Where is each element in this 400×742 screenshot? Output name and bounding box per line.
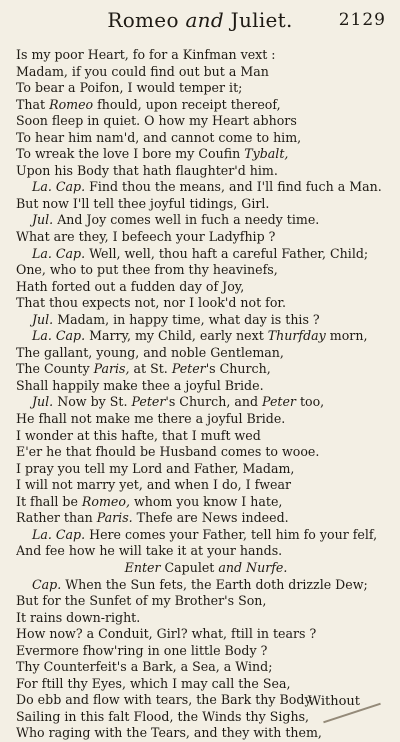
text-line [16, 47, 396, 64]
italic-segment: Peter [131, 394, 166, 410]
text-segment: Do ebb and flow with tears, the Bark thy Body [16, 692, 312, 708]
italic-segment: Thurfday [267, 328, 326, 344]
text-line [16, 477, 396, 494]
italic-segment: Cap. [32, 576, 62, 592]
running-header [0, 6, 400, 36]
text-segment: 's Church, [205, 361, 271, 377]
italic-segment: Enter [124, 559, 161, 575]
text-segment: Hath forted out a fudden day of Joy, [16, 278, 245, 294]
italic-segment: Paris. [96, 510, 133, 526]
text-segment: When the Sun fets, the Earth doth drizzle Dew; [61, 576, 368, 592]
text-line [16, 577, 396, 594]
text-line [16, 64, 396, 81]
catchword: Without [307, 694, 360, 709]
italic-segment: La. Cap. [32, 179, 86, 195]
text-segment: Well, well, thou haft a careful Father, Child; [85, 245, 369, 261]
text-line [16, 560, 396, 577]
text-segment: Who raging with the Tears, and they with them, [16, 725, 322, 741]
text-line [16, 80, 396, 97]
text-segment: That thou expects not, nor I look'd not for. [16, 295, 287, 311]
text-segment: at St. [129, 361, 172, 377]
text-segment: Thefe are News indeed. [132, 510, 289, 526]
text-line [16, 725, 396, 742]
text-segment: Shall happily make thee a joyful Bride. [16, 377, 264, 393]
text-segment: And fee how he will take it at your hands. [16, 543, 283, 559]
text-segment: That [16, 96, 50, 112]
italic-segment: Tybalt, [244, 146, 289, 162]
italic-segment: Jul. [32, 212, 54, 228]
italic-segment: Romeo, [81, 493, 130, 509]
italic-segment: La. Cap. [32, 526, 86, 542]
text-line [16, 527, 396, 544]
text-segment: But for the Sunfet of my Brother's Son, [16, 593, 267, 609]
text-segment: Now by St. [53, 394, 132, 410]
italic-segment: Romeo [49, 96, 94, 112]
text-segment: The gallant, young, and noble Gentleman, [16, 344, 284, 360]
text-segment: I wonder at this hafte, that I muft wed [16, 427, 261, 443]
text-line [16, 461, 396, 478]
text-segment: E'er he that fhould be Husband comes to wooe. [16, 444, 320, 460]
italic-segment: La. Cap. [32, 328, 86, 344]
text-segment: Capulet [160, 559, 219, 575]
text-line [16, 626, 396, 643]
text-segment: Find thou the means, and I'll find fuch a Man. [85, 179, 382, 195]
text-segment: Is my poor Heart, fo for a Kinfman vext : [16, 47, 276, 62]
text-line [16, 163, 396, 180]
text-segment: Madam, if you could find out but a Man [16, 63, 269, 79]
page-number: 2129 [338, 10, 386, 30]
text-segment: Upon his Body that hath flaughter'd him. [16, 162, 278, 178]
text-line [16, 510, 396, 527]
text-segment: Rather than [16, 510, 97, 526]
text-line [16, 262, 396, 279]
text-line [16, 179, 396, 196]
text-line [16, 610, 396, 627]
text-segment: Madam, in happy time, what day is this ? [53, 311, 320, 327]
text-segment: too, [295, 394, 325, 410]
text-line [16, 444, 396, 461]
text-segment: whom you know I hate, [129, 493, 283, 509]
italic-segment: Jul. [32, 394, 54, 410]
text-line [16, 676, 396, 693]
text-segment: For ftill thy Eyes, which I may call the Sea, [16, 675, 291, 691]
italic-segment: Peter [171, 361, 206, 377]
text-line [16, 130, 396, 147]
text-line [16, 394, 396, 411]
text-line [16, 378, 396, 395]
text-line [16, 543, 396, 560]
text-segment: It rains down-right. [16, 609, 141, 625]
text-line [16, 643, 396, 660]
italic-segment: La. Cap. [32, 245, 86, 261]
text-segment: I will not marry yet, and when I do, I fwear [16, 477, 292, 493]
text-line [16, 97, 396, 114]
italic-segment: Peter [262, 394, 296, 410]
text-line [16, 428, 396, 445]
text-line [16, 196, 396, 213]
italic-segment: Jul. [32, 311, 54, 327]
text-line [16, 279, 396, 296]
text-segment: To hear him nam'd, and cannot come to him, [16, 129, 302, 145]
text-line [16, 229, 396, 246]
italic-segment: and Nurfe. [218, 559, 288, 575]
text-segment: It fhall be [16, 493, 82, 509]
italic-segment: Paris, [93, 361, 130, 377]
text-line [16, 295, 396, 312]
text-segment: Here comes your Father, tell him fo your felf, [85, 526, 378, 542]
play-text [16, 47, 396, 742]
text-line [16, 146, 396, 163]
text-line [16, 411, 396, 428]
text-segment: To bear a Poifon, I would temper it; [16, 80, 243, 96]
text-line [16, 361, 396, 378]
text-segment: Thy Counterfeit's a Bark, a Sea, a Wind; [16, 659, 273, 675]
text-segment: The County [16, 361, 94, 377]
text-line [16, 328, 396, 345]
text-segment: Soon fleep in quiet. O how my Heart abhors [16, 113, 297, 129]
text-segment: How now? a Conduit, Girl? what, ftill in tears ? [16, 626, 317, 642]
text-segment: Sailing in this falt Flood, the Winds thy Sighs, [16, 708, 310, 724]
text-segment: Marry, my Child, early next [85, 328, 268, 344]
title-juliet: Juliet. [223, 8, 293, 32]
text-line [16, 246, 396, 263]
text-line [16, 212, 396, 229]
title-and: and [185, 8, 224, 32]
text-line [16, 593, 396, 610]
text-line [16, 113, 396, 130]
text-segment: Evermore fhow'ring in one little Body ? [16, 642, 268, 658]
text-segment: One, who to put thee from thy heavinefs, [16, 262, 278, 278]
text-segment: To wreak the love I bore my Coufin [16, 146, 245, 162]
text-line [16, 345, 396, 362]
text-line [16, 494, 396, 511]
text-segment: But now I'll tell thee joyful tidings, Girl. [16, 195, 270, 211]
text-segment: He fhall not make me there a joyful Bride. [16, 411, 286, 427]
title-romeo: Romeo [107, 8, 186, 32]
text-segment: What are they, I befeech your Ladyfhip ? [16, 229, 276, 245]
text-segment: morn, [325, 328, 368, 344]
text-segment: fhould, upon receipt thereof, [93, 96, 281, 112]
text-segment: I pray you tell my Lord and Father, Madam, [16, 460, 295, 476]
text-line [16, 659, 396, 676]
text-line [16, 312, 396, 329]
text-segment: And Joy comes well in fuch a needy time. [53, 212, 320, 228]
text-segment: 's Church, and [165, 394, 263, 410]
